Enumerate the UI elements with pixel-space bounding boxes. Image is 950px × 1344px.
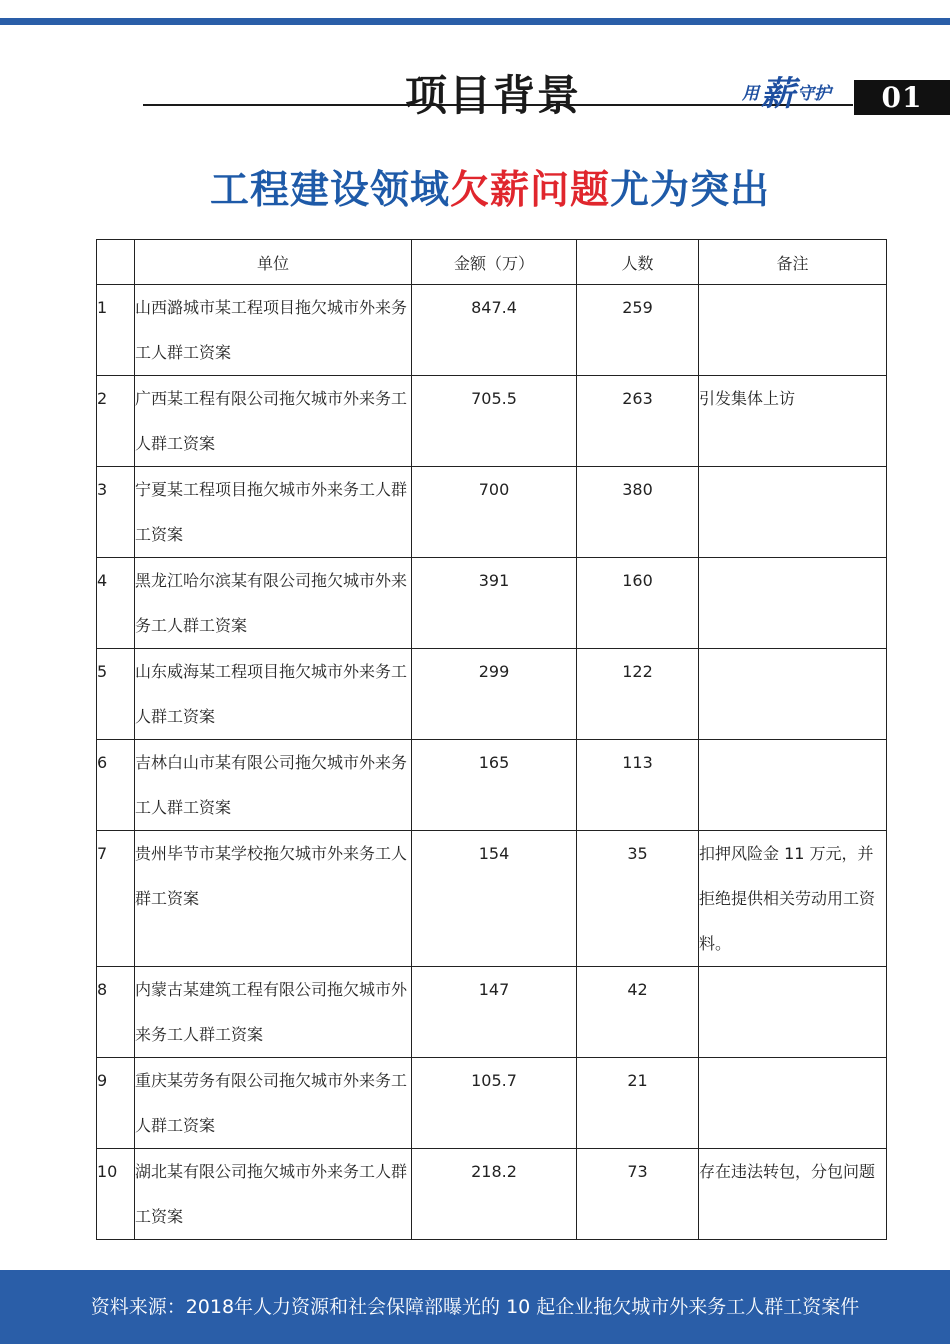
table-row	[97, 1149, 887, 1240]
row-note: 存在违法转包，分包问题	[699, 1149, 887, 1240]
row-amount: 700	[412, 467, 577, 558]
row-amount: 154	[412, 831, 577, 967]
row-amount: 847.4	[412, 285, 577, 376]
headline-part2: 尤为突出	[610, 167, 771, 213]
table-row	[97, 467, 887, 558]
row-people: 160	[577, 558, 699, 649]
row-amount: 218.2	[412, 1149, 577, 1240]
headline-highlight: 欠薪问题	[449, 167, 610, 213]
source-footer: 资料来源：2018年人力资源和社会保障部曝光的 10 起企业拖欠城市外来务工人群工资案件	[0, 1270, 950, 1344]
brand-main: 薪	[761, 74, 795, 114]
row-index: 8	[97, 967, 135, 1058]
row-index: 7	[97, 831, 135, 967]
row-note	[699, 967, 887, 1058]
headline	[0, 160, 950, 220]
brand-left: 用	[742, 84, 759, 104]
row-people: 113	[577, 740, 699, 831]
row-people: 259	[577, 285, 699, 376]
row-note: 扣押风险金 11 万元，并拒绝提供相关劳动用工资料。	[699, 831, 887, 967]
table-header-row	[97, 240, 887, 285]
row-note	[699, 1058, 887, 1149]
row-people: 73	[577, 1149, 699, 1240]
row-unit: 吉林白山市某有限公司拖欠城市外来务工人群工资案	[135, 740, 412, 831]
row-note	[699, 649, 887, 740]
col-header-people: 人数	[577, 240, 699, 285]
row-unit: 山东威海某工程项目拖欠城市外来务工人群工资案	[135, 649, 412, 740]
row-unit: 山西潞城市某工程项目拖欠城市外来务工人群工资案	[135, 285, 412, 376]
row-unit: 湖北某有限公司拖欠城市外来务工人群工资案	[135, 1149, 412, 1240]
row-people: 35	[577, 831, 699, 967]
headline-part1: 工程建设领域	[209, 167, 450, 213]
row-index: 5	[97, 649, 135, 740]
row-unit: 广西某工程有限公司拖欠城市外来务工人群工资案	[135, 376, 412, 467]
col-header-index	[97, 240, 135, 285]
table-row	[97, 1058, 887, 1149]
row-index: 6	[97, 740, 135, 831]
row-amount: 391	[412, 558, 577, 649]
row-people: 21	[577, 1058, 699, 1149]
row-index: 3	[97, 467, 135, 558]
wage-arrears-table	[96, 239, 887, 1240]
row-unit: 重庆某劳务有限公司拖欠城市外来务工人群工资案	[135, 1058, 412, 1149]
table-row	[97, 649, 887, 740]
row-amount: 165	[412, 740, 577, 831]
row-amount: 705.5	[412, 376, 577, 467]
top-accent-bar	[0, 18, 950, 25]
row-people: 380	[577, 467, 699, 558]
row-index: 4	[97, 558, 135, 649]
table-row	[97, 558, 887, 649]
table-row	[97, 740, 887, 831]
row-index: 10	[97, 1149, 135, 1240]
table-row	[97, 376, 887, 467]
row-note: 引发集体上访	[699, 376, 887, 467]
col-header-unit: 单位	[135, 240, 412, 285]
row-amount: 147	[412, 967, 577, 1058]
col-header-amount: 金额（万）	[412, 240, 577, 285]
row-unit: 黑龙江哈尔滨某有限公司拖欠城市外来务工人群工资案	[135, 558, 412, 649]
table-row	[97, 831, 887, 967]
section-title: 项目背景	[405, 71, 582, 120]
table-row	[97, 285, 887, 376]
row-note	[699, 467, 887, 558]
row-people: 42	[577, 967, 699, 1058]
row-people: 263	[577, 376, 699, 467]
col-header-note: 备注	[699, 240, 887, 285]
row-note	[699, 558, 887, 649]
row-amount: 105.7	[412, 1058, 577, 1149]
brand-logo	[742, 66, 831, 116]
page-number: 01	[854, 80, 950, 115]
brand-right: 守护	[797, 84, 831, 104]
table-row	[97, 967, 887, 1058]
row-unit: 内蒙古某建筑工程有限公司拖欠城市外来务工人群工资案	[135, 967, 412, 1058]
row-unit: 贵州毕节市某学校拖欠城市外来务工人群工资案	[135, 831, 412, 967]
row-unit: 宁夏某工程项目拖欠城市外来务工人群工资案	[135, 467, 412, 558]
row-amount: 299	[412, 649, 577, 740]
row-people: 122	[577, 649, 699, 740]
row-index: 1	[97, 285, 135, 376]
row-index: 2	[97, 376, 135, 467]
row-note	[699, 285, 887, 376]
row-note	[699, 740, 887, 831]
row-index: 9	[97, 1058, 135, 1149]
